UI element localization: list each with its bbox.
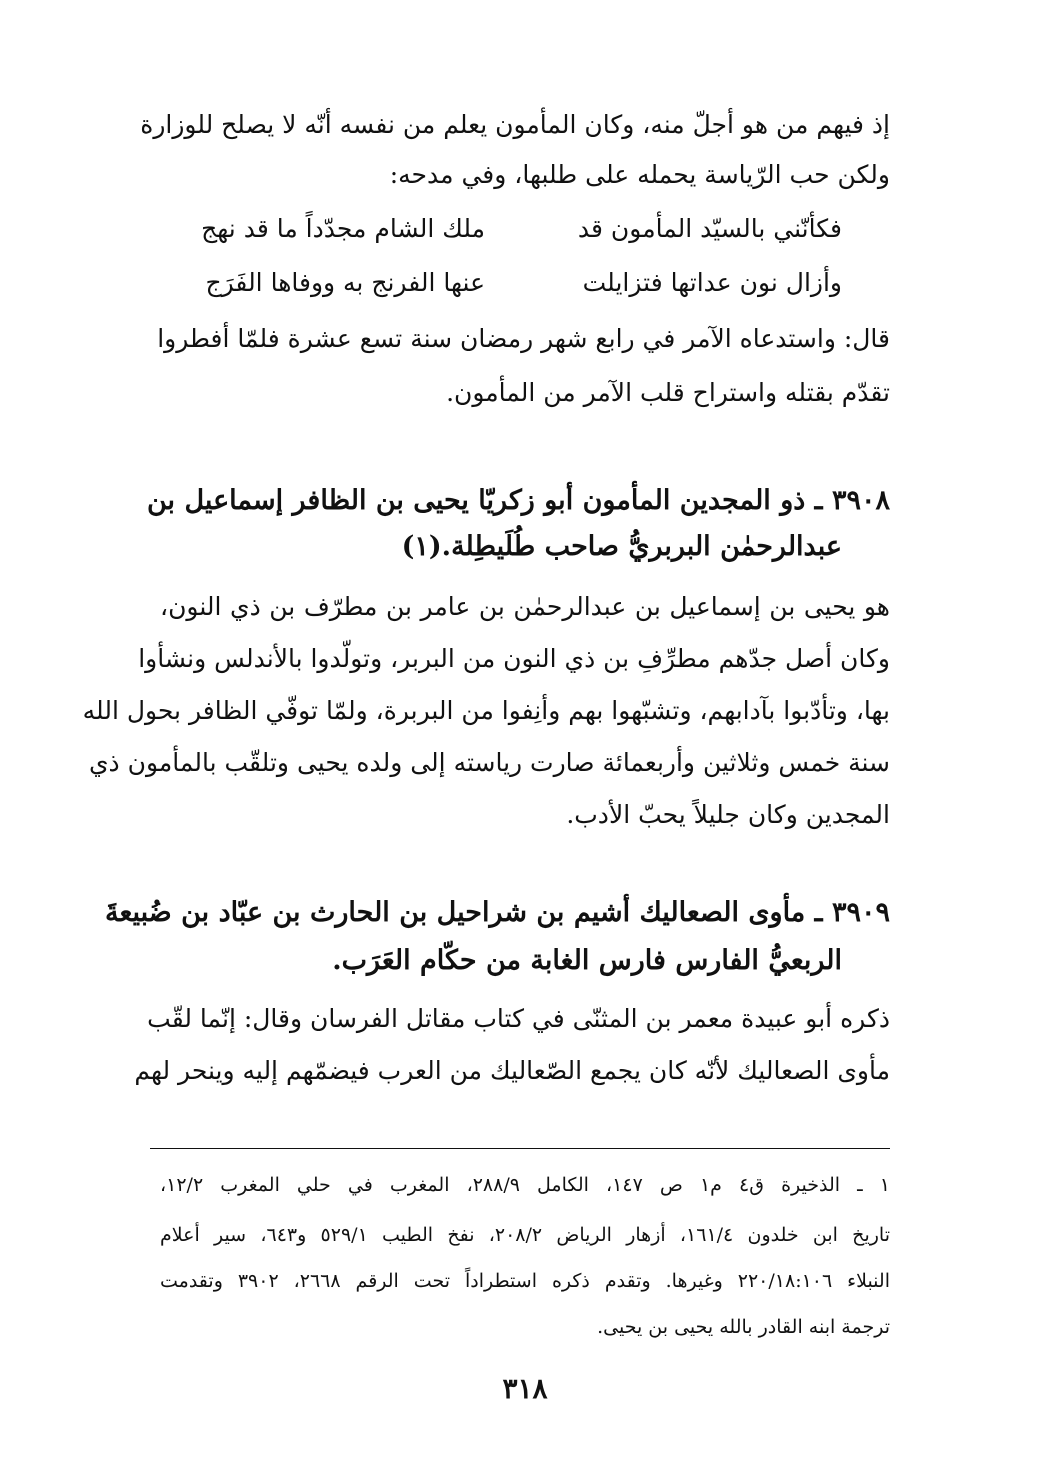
footnote-line-3: النبلاء ٢٢٠/١٨:١٠٦ وغيرها. وتقدم ذكره استطراداً تحت الرقم ٢٦٦٨، ٣٩٠٢ وتقدمت <box>160 1270 890 1292</box>
verse-2-first-hemistich: وأزال نون عداتها فتزايلت <box>582 268 842 297</box>
verse-1-second-hemistich: ملك الشام مجدّداً ما قد نهج <box>201 214 485 243</box>
intro-after-line-1: قال: واستدعاه الآمر في رابع شهر رمضان سنة تسع عشرة فلمّا أفطروا <box>157 324 890 353</box>
entry-3908-body-line-3: بها، وتأدّبوا بآدابهم، وتشبّهوا بهم وأنِفوا من البربرة، ولمّا توفّي الظافر بحول الله <box>82 696 890 725</box>
entry-3909-body-line-2: مأوى الصعاليك لأنّه كان يجمع الصّعاليك من العرب فيضمّهم إليه وينحر لهم <box>134 1056 890 1085</box>
intro-line-2: ولكن حب الرّياسة يحمله على طلبها، وفي مدحه: <box>389 160 890 189</box>
intro-after-line-2: تقدّم بقتله واستراح قلب الآمر من المأمون. <box>446 378 890 407</box>
entry-3908-body-line-4: سنة خمس وثلاثين وأربعمائة صارت رياسته إلى ولده يحيى وتلقّب بالمأمون ذي <box>88 748 890 777</box>
entry-3908-body-line-1: هو يحيى بن إسماعيل بن عبدالرحمٰن بن عامر بن مطرّف بن ذي النون، <box>160 592 890 621</box>
entry-3909-body-line-1: ذكره أبو عبيدة معمر بن المثنّى في كتاب مقاتل الفرسان وقال: إنّما لقّب <box>147 1004 890 1033</box>
entry-3908-body-line-5: المجدين وكان جليلاً يحبّ الأدب. <box>566 800 890 829</box>
footnote-line-1: ١ ـ الذخيرة ق٤ م١ ص ١٤٧، الكامل ٢٨٨/٩، المغرب في حلي المغرب ١٢/٢، <box>160 1174 890 1196</box>
footnote-line-2: تاريخ ابن خلدون ١٦١/٤، أزهار الرياض ٢٠٨/٢، نفخ الطيب ٥٢٩/١ و٦٤٣، سير أعلام <box>160 1224 890 1246</box>
footnote-separator <box>150 1148 890 1149</box>
entry-3909-heading-line-1: ٣٩٠٩ ـ مأوى الصعاليك أشيم بن شراحيل بن الحارث بن عبّاد بن ضُبيعةَ <box>105 897 890 928</box>
entry-3908-body-line-2: وكان أصل جدّهم مطرِّفِ بن ذي النون من البربر، وتولّدوا بالأندلس ونشأوا <box>138 644 890 673</box>
verse-2-second-hemistich: عنها الفرنج به ووفاها الفَرَج <box>205 268 485 297</box>
intro-line-1: إذ فيهم من هو أجلّ منه، وكان المأمون يعلم من نفسه أنّه لا يصلح للوزارة <box>140 110 890 139</box>
entry-3908-heading-line-2: عبدالرحمٰن البربريُّ صاحب طُلَيطِلة.(١) <box>401 531 842 562</box>
footnote-line-4: ترجمة ابنه القادر بالله يحيى بن يحيى. <box>597 1316 890 1338</box>
entry-3909-heading-line-2: الربعيُّ الفارس فارس الغابة من حكّام العَرَب. <box>332 945 842 976</box>
entry-3908-heading-line-1: ٣٩٠٨ ـ ذو المجدين المأمون أبو زكريّا يحيى بن الظافر إسماعيل بن <box>147 485 890 516</box>
page-number: ٣١٨ <box>502 1372 548 1405</box>
verse-1-first-hemistich: فكأنّني بالسيّد المأمون قد <box>577 214 842 243</box>
